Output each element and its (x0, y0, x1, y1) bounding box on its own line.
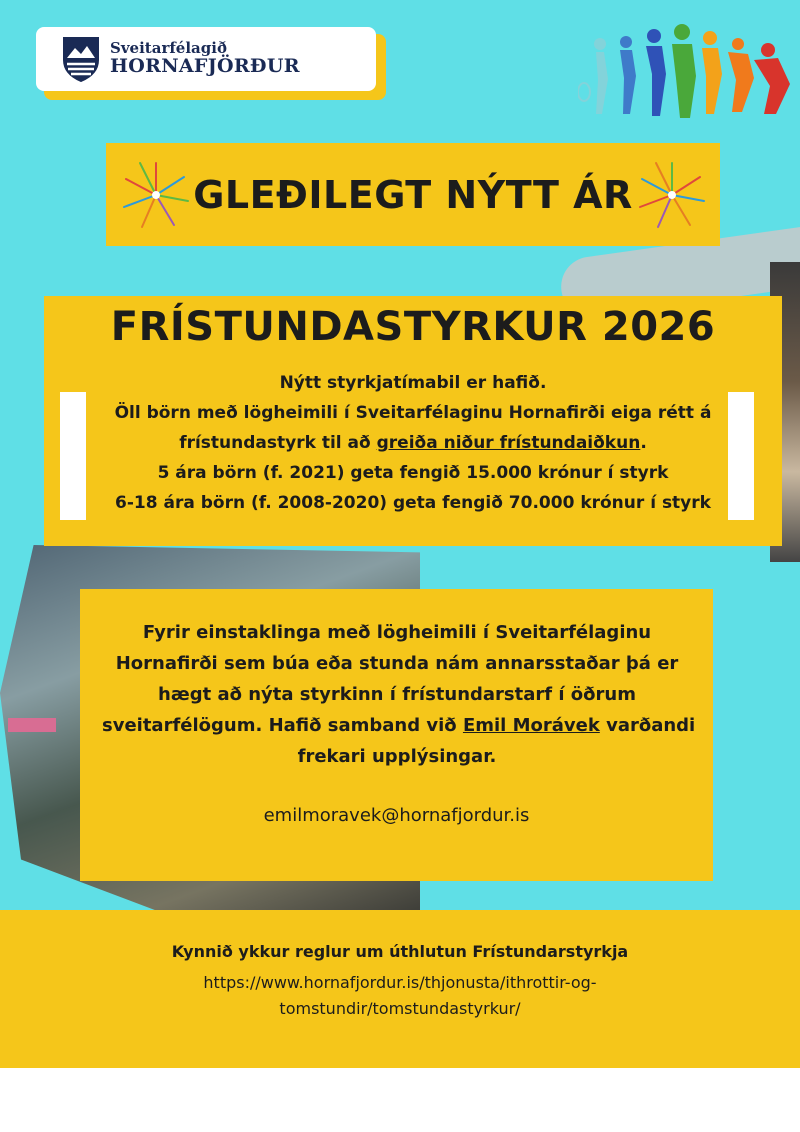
rules-footer (0, 910, 800, 1068)
contact-email[interactable]: emilmoravek@hornafjordur.is (263, 805, 530, 826)
grant-line: 6-18 ára börn (f. 2008-2020) geta fengið 70.000 krónur í styrk (115, 493, 711, 513)
rules-heading: Kynnið ykkur reglur um úthlutun Frístundarstyrkja (171, 942, 629, 961)
contact-line: hægt að nýta styrkinn í frístundarstarf í öðrum (158, 684, 636, 705)
rules-url-line[interactable]: https://www.hornafjordur.is/thjonusta/ithrottir-og- (203, 973, 597, 992)
contact-paragraph (102, 617, 696, 772)
grant-line: 5 ára börn (f. 2021) geta fengið 15.000 krónur í styrk (157, 463, 669, 483)
white-accent-bar-left (60, 392, 86, 520)
grant-line-text: frístundastyrk til að (179, 433, 377, 453)
contact-line-text: sveitarfélögum. Hafið samband við (102, 715, 463, 736)
grant-line-text: . (640, 433, 647, 453)
coat-of-arms-icon (62, 36, 100, 82)
bottom-white-band (0, 1068, 800, 1132)
firework-right-icon (634, 157, 710, 233)
grant-description (84, 368, 742, 518)
contact-info-box (80, 589, 713, 881)
rules-url-link[interactable] (0, 970, 800, 1022)
logo-title: HORNAFJÖRÐUR (110, 54, 300, 77)
grant-line: Öll börn með lögheimili í Sveitarfélaginu Hornafirði eiga rétt á (114, 403, 712, 423)
aerial-photo-roof (8, 718, 56, 732)
contact-person-link[interactable]: Emil Morávek (462, 715, 600, 736)
grant-title: FRÍSTUNDASTYRKUR 2026 (110, 304, 716, 350)
logo-subtitle: Sveitarfélagið (110, 39, 227, 58)
grant-line: Nýtt styrkjatímabil er hafið. (279, 373, 547, 393)
rules-url-line[interactable]: tomstundir/tomstundastyrkur/ (279, 999, 521, 1018)
firework-left-icon (118, 157, 194, 233)
grant-purpose-link[interactable]: greiða niður frístundaiðkun (376, 433, 641, 453)
grant-info-box (44, 296, 782, 546)
contact-line: Hornafirði sem búa eða stunda nám annarsstaðar þá er (115, 653, 679, 674)
municipality-logo[interactable] (36, 27, 376, 91)
athletes-silhouette-icon (578, 14, 793, 124)
contact-line-text: varðandi (599, 715, 696, 736)
contact-line (102, 710, 696, 741)
new-year-title: GLEÐILEGT NÝTT ÁR (193, 172, 633, 217)
new-year-banner (106, 143, 720, 246)
grant-line (84, 428, 742, 458)
contact-line: Fyrir einstaklinga með lögheimili í Sveitarfélaginu (142, 622, 652, 643)
contact-line: frekari upplýsingar. (297, 746, 497, 767)
